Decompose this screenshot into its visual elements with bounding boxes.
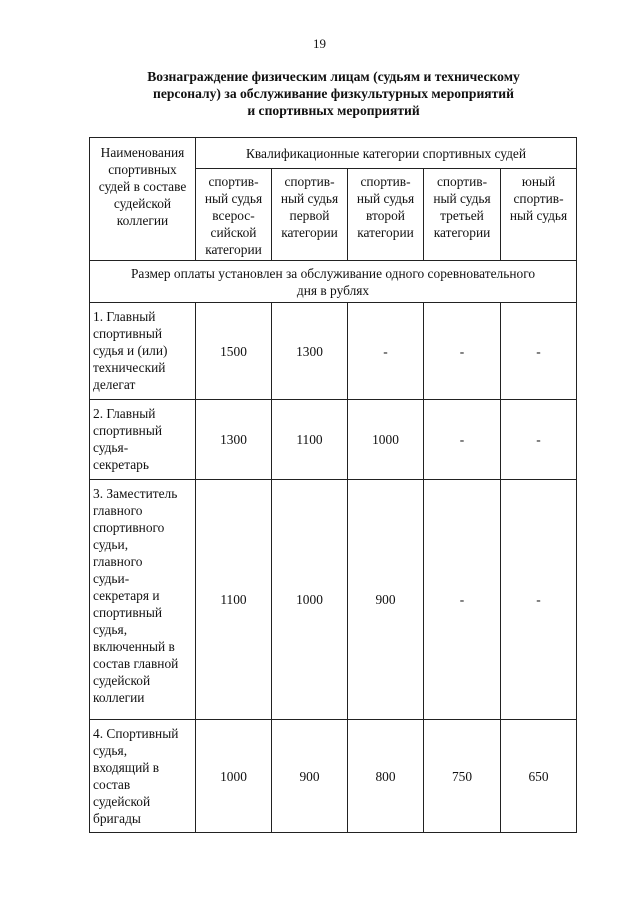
value-cell: 1000 [272,480,348,720]
page-number: 19 [313,36,326,51]
value-cell: - [348,303,424,400]
value-cell: 800 [348,720,424,833]
title-line: персоналу) за обслуживание физкультурных мероприятий [153,86,514,101]
header-category-second: спортив- ный судья второй категории [348,169,424,261]
fee-table [89,137,577,833]
header-category-first: спортив- ный судья первой категории [272,169,348,261]
value-cell: 1100 [196,480,272,720]
header-qualification-categories: Квалификационные категории спортивных судей [196,138,577,169]
title-line: и спортивных мероприятий [247,103,420,118]
value-cell: 1000 [196,720,272,833]
role-cell: 4. Спортивный судья, входящий в состав судейской бригады [90,720,196,833]
value-cell: 1500 [196,303,272,400]
value-cell: 900 [272,720,348,833]
table-row [90,400,577,480]
value-cell: - [501,480,577,720]
header-category-all-russian: спортив- ный судья всерос- сийской категории [196,169,272,261]
value-cell: 900 [348,480,424,720]
value-cell: - [501,303,577,400]
value-cell: 1000 [348,400,424,480]
value-cell: 1100 [272,400,348,480]
table-note-row [90,261,577,303]
payment-note: Размер оплаты установлен за обслуживание одного соревновательного дня в рублях [90,261,577,303]
value-cell: 1300 [272,303,348,400]
value-cell: 750 [424,720,501,833]
title-line: Вознаграждение физическим лицам (судьям и техническому [147,69,520,84]
value-cell: 1300 [196,400,272,480]
table-header-row [90,138,577,169]
role-cell: 1. Главный спортивный судья и (или) технический делегат [90,303,196,400]
document-title [90,68,577,119]
table-row [90,303,577,400]
value-cell: 650 [501,720,577,833]
table-row [90,480,577,720]
value-cell: - [501,400,577,480]
role-cell: 3. Заместитель главного спортивного судьи, главного судьи- секретаря и спортивный судья, включенный в состав главной судейской коллегии [90,480,196,720]
header-category-third: спортив- ный судья третьей категории [424,169,501,261]
role-cell: 2. Главный спортивный судья- секретарь [90,400,196,480]
table-row [90,720,577,833]
value-cell: - [424,480,501,720]
value-cell: - [424,303,501,400]
header-judge-names: Наименования спортивных судей в составе судейской коллегии [90,138,196,261]
value-cell: - [424,400,501,480]
header-category-youth: юный спортив- ный судья [501,169,577,261]
